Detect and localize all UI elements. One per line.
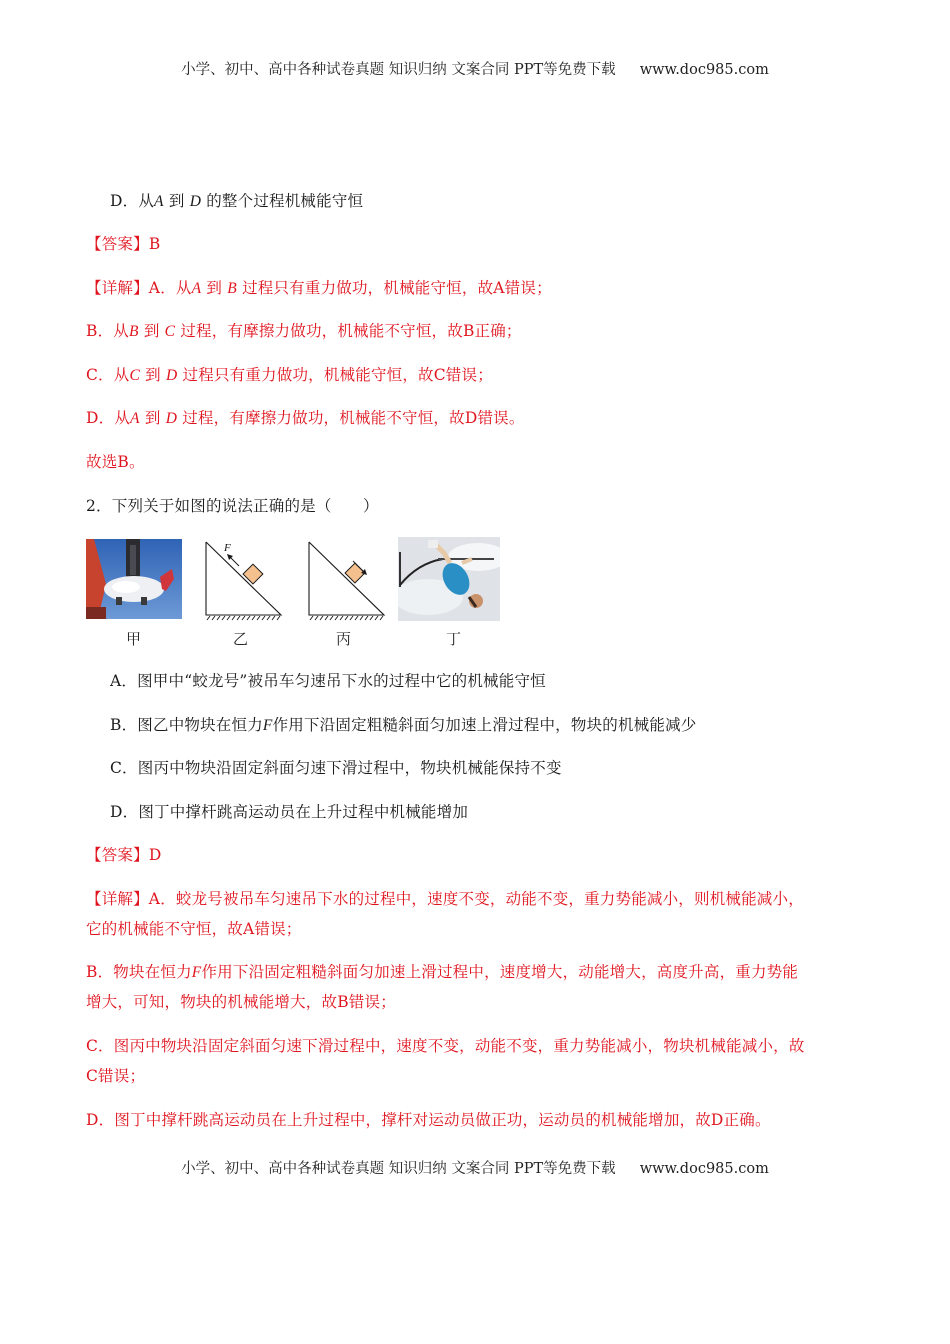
pole-vault-photo [398,537,500,621]
q2-option-a: A．图甲中“蛟龙号”被吊车匀速吊下水的过程中它的机械能守恒 [110,672,546,690]
q2-option-b: B．图乙中物块在恒力F作用下沿固定粗糙斜面匀加速上滑过程中，物块的机械能减少 [110,716,697,734]
q2-option-c: C．图丙中物块沿固定斜面匀速下滑过程中，物块机械能保持不变 [110,759,562,777]
header-text: 小学、初中、高中各种试卷真题 知识归纳 文案合同 PPT等免费下载 [181,62,616,78]
footer-url: www.doc985.com [639,1161,769,1177]
q2-explain-b-line2: 增大，可知，物块的机械能增大，故B错误； [86,993,396,1011]
header-url: www.doc985.com [639,62,769,78]
caption-yi: 乙 [233,630,249,648]
q1-explain-d: D．从A 到 D 过程，有摩擦力做功，机械能不守恒，故D错误。 [86,409,525,427]
q1-option-d: D．从A 到 D 的整个过程机械能守恒 [110,192,364,210]
q2-explain-a-line1: 【详解】A．蛟龙号被吊车匀速吊下水的过程中，速度不变，动能不变，重力势能减小，则机械能减小， [86,890,804,908]
q1-explain-a: 【详解】A．从A 到 B 过程只有重力做功，机械能守恒，故A错误； [86,279,552,297]
page-footer [0,1157,950,1178]
q2-explain-d: D．图丁中撑杆跳高运动员在上升过程中，撑杆对运动员做正功，运动员的机械能增加，故D正确。 [86,1111,771,1129]
incline-diagram-bing [306,539,388,621]
q2-option-d: D．图丁中撑杆跳高运动员在上升过程中机械能增加 [110,803,469,821]
q1-conclusion: 故选B。 [86,453,145,471]
q2-answer: 【答案】D [86,846,162,864]
submersible-photo [86,539,182,619]
q1-explain-c: C．从C 到 D 过程只有重力做功，机械能守恒，故C错误； [86,366,493,384]
page-header [0,58,950,79]
q2-explain-c-line1: C．图丙中物块沿固定斜面匀速下滑过程中，速度不变，动能不变，重力势能减小，物块机械能减小，故 [86,1037,805,1055]
caption-bing: 丙 [336,630,352,648]
q2-stem: 2．下列关于如图的说法正确的是（ ） [86,497,379,515]
q2-explain-b-line1: B．物块在恒力F作用下沿固定粗糙斜面匀加速上滑过程中，速度增大，动能增大，高度升高，重力势能 [86,963,799,981]
q2-explain-c-line2: C错误； [86,1067,146,1085]
caption-jia: 甲 [126,630,142,648]
q1-explain-b: B．从B 到 C 过程，有摩擦力做功，机械能不守恒，故B正确； [86,322,522,340]
caption-ding: 丁 [446,630,462,648]
incline-diagram-yi [203,539,285,621]
footer-text: 小学、初中、高中各种试卷真题 知识归纳 文案合同 PPT等免费下载 [181,1161,616,1177]
q1-answer: 【答案】B [86,235,161,253]
force-label-f: F [224,542,231,554]
q2-explain-a-line2: 它的机械能不守恒，故A错误； [86,920,302,938]
